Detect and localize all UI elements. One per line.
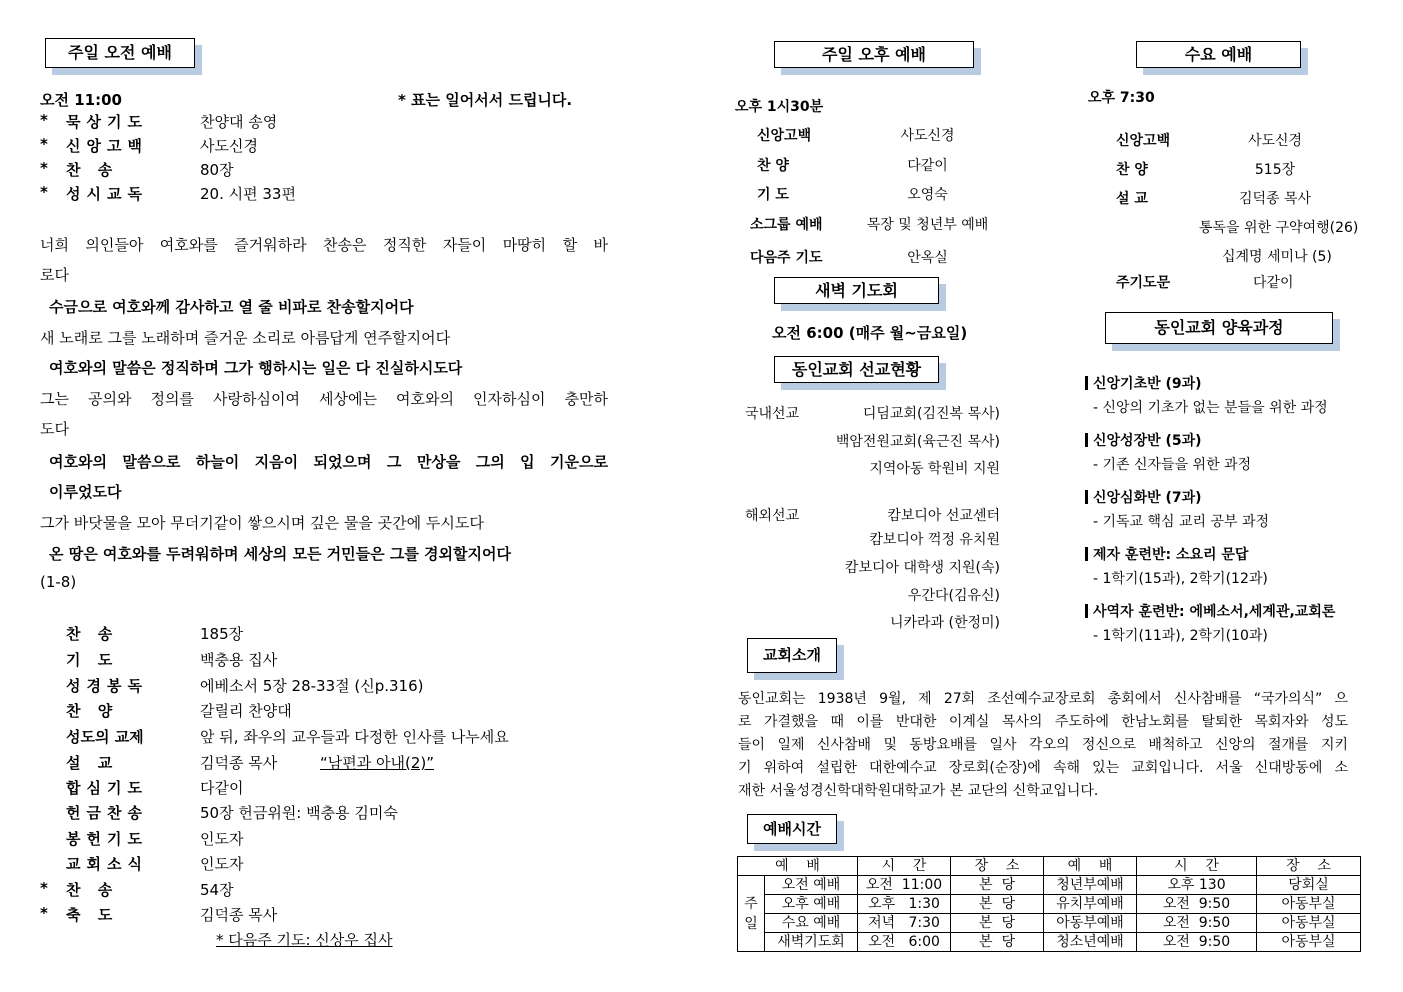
- order-label: 교회소식: [66, 855, 148, 873]
- overseas-mission-item: 캄보디아 꺽정 유치원: [869, 532, 1000, 548]
- order-mark: *: [40, 879, 48, 897]
- reading-line: 온 땅은 여호와를 두려워하며 세상의 모든 거민들은 그를 경외할지어다: [49, 545, 511, 563]
- training-title: 동인교회 양육과정: [1105, 312, 1333, 344]
- order-value: 백충용 집사: [200, 651, 278, 669]
- order-value: 인도자: [200, 830, 244, 848]
- schedule-header-cell: 시 간: [858, 857, 951, 876]
- schedule-row: [738, 914, 1361, 933]
- order-value: 인도자: [200, 855, 244, 873]
- reading-line: (1-8): [40, 573, 77, 591]
- reading-line: 너희 의인들아 여호와를 즐거워하라 찬송은 정직한 자들이 마땅히 할 바: [40, 236, 608, 254]
- schedule-cell: 당회실: [1257, 876, 1361, 895]
- schedule-cell: 오전 11:00: [858, 876, 951, 895]
- schedule-cell: 유치부예배: [1044, 895, 1137, 914]
- course-name: 신앙기초반 (9과): [1093, 376, 1202, 392]
- schedule-cell: 아동부예배: [1044, 914, 1137, 933]
- schedule-cell: 청소년예배: [1044, 933, 1137, 952]
- reading-line: 그는 공의와 정의를 사랑하심이여 세상에는 여호와의 인자하심이 충만하: [40, 390, 608, 408]
- morning-time: 오전 11:00: [40, 91, 122, 109]
- reading-line: 로다: [40, 266, 69, 284]
- course-desc: - 1학기(15과), 2학기(12과): [1093, 571, 1268, 587]
- afternoon-item-label: 기 도: [757, 187, 789, 203]
- order-mark: *: [40, 904, 48, 922]
- schedule-cell: 오전 9:50: [1137, 914, 1257, 933]
- dawn-prayer-time: 오전 6:00 (매주 월~금요일): [772, 324, 968, 342]
- course-bar-icon: [1085, 547, 1088, 561]
- order-mark: *: [40, 111, 48, 129]
- schedule-cell: 청년부예배: [1044, 876, 1137, 895]
- course-desc: - 기독교 핵심 교리 공부 과정: [1093, 514, 1270, 530]
- wednesday-service-title: 수요 예배: [1136, 41, 1301, 68]
- reading-line: 여호와의 말씀으로 하늘이 지음이 되었으며 그 만상을 그의 입 기운으로: [49, 453, 608, 471]
- wednesday-item-label: 신앙고백: [1116, 133, 1171, 149]
- schedule-row: [738, 876, 1361, 895]
- schedule-header-cell: 예 배: [1044, 857, 1137, 876]
- afternoon-item-value: 목장 및 청년부 예배: [866, 217, 989, 233]
- course-bar-icon: [1085, 433, 1088, 447]
- overseas-mission-label: 해외선교: [745, 508, 800, 524]
- order-value: 54장: [200, 881, 234, 899]
- afternoon-time: 오후 1시30분: [735, 99, 824, 115]
- schedule-cell: 오전 9:50: [1137, 895, 1257, 914]
- course-bar-icon: [1085, 376, 1088, 390]
- afternoon-item-label: 찬 양: [757, 158, 789, 174]
- domestic-mission-label: 국내선교: [745, 406, 800, 422]
- schedule-cell: 본 당: [951, 895, 1044, 914]
- schedule-row: [738, 895, 1361, 914]
- schedule-cell: 오전 9:50: [1137, 933, 1257, 952]
- schedule-header-row: [738, 857, 1361, 876]
- schedule-cell: 새벽기도회: [765, 933, 858, 952]
- schedule-cell: 수요 예배: [765, 914, 858, 933]
- wednesday-time: 오후 7:30: [1088, 90, 1155, 106]
- schedule-cell: 아동부실: [1257, 895, 1361, 914]
- reading-line: 도다: [40, 420, 69, 438]
- order-label: 축 도: [66, 906, 119, 924]
- order-label: 성시교독: [66, 185, 148, 203]
- course-bar-icon: [1085, 490, 1088, 504]
- schedule-cell: 아동부실: [1257, 933, 1361, 952]
- intro-line: 재한 서울성경신학대학원대학교가 본 교단의 신학교입니다.: [738, 783, 1099, 799]
- order-label: 찬 양: [66, 702, 119, 720]
- course-desc: - 신앙의 기초가 없는 분들을 위한 과정: [1093, 400, 1328, 416]
- afternoon-item-value: 오영숙: [907, 187, 948, 203]
- order-label: 찬 송: [66, 161, 119, 179]
- domestic-mission-item: 디딤교회(김진복 목사): [862, 406, 1000, 422]
- course-name: 사역자 훈련반: 에베소서,세계관,교회론: [1093, 604, 1336, 620]
- schedule-cell: 본 당: [951, 914, 1044, 933]
- course-name: 신앙성장반 (5과): [1093, 433, 1202, 449]
- course-name: 신앙심화반 (7과): [1093, 490, 1202, 506]
- overseas-mission-item: 캄보디아 대학생 지원(속): [844, 560, 1000, 576]
- schedule-cell: 본 당: [951, 876, 1044, 895]
- order-label: 설 교: [66, 754, 119, 772]
- order-label: 봉헌기도: [66, 830, 148, 848]
- domestic-mission-item: 지역아동 학원비 지원: [869, 461, 1000, 477]
- intro-line: 기 위하여 설립한 대한예수교 장로회(순장)에 속해 있는 교회입니다. 서울 신대방동에 소: [738, 760, 1348, 776]
- reading-line: 새 노래로 그를 노래하며 즐거운 소리로 아름답게 연주할지어다: [40, 329, 451, 347]
- order-label: 찬 송: [66, 881, 119, 899]
- order-value: 20. 시편 33편: [200, 185, 296, 203]
- intro-line: 동인교회는 1938년 9월, 제 27회 조선예수교장로회 총회에서 신사참배를 “국가의식” 으: [738, 691, 1348, 707]
- course-desc: - 1학기(11과), 2학기(10과): [1093, 628, 1268, 644]
- schedule-cell: 오전 예배: [765, 876, 858, 895]
- order-mark: *: [40, 135, 48, 153]
- afternoon-service-title: 주일 오후 예배: [774, 41, 974, 68]
- schedule-side-label: 주 일: [738, 876, 765, 952]
- order-value: 에베소서 5장 28-33절 (신p.316): [200, 677, 424, 695]
- wednesday-item-value: 김덕종 목사: [1238, 191, 1312, 207]
- schedule-cell: 저녁 7:30: [858, 914, 951, 933]
- domestic-mission-item: 백암전원교회(육근진 목사): [835, 434, 1000, 450]
- overseas-mission-item: 니카라과 (한정미): [889, 615, 1000, 631]
- wednesday-item-label: 찬 양: [1116, 162, 1148, 178]
- schedule-header-cell: 시 간: [1137, 857, 1257, 876]
- order-mark: *: [40, 159, 48, 177]
- order-value: 찬양대 송영: [200, 113, 278, 131]
- schedule-header-cell: 예 배: [738, 857, 858, 876]
- reading-line: 이루었도다: [49, 483, 122, 501]
- order-value: 80장: [200, 161, 234, 179]
- morning-service-title: 주일 오전 예배: [45, 38, 195, 68]
- afternoon-item-label: 소그룹 예배: [750, 217, 823, 233]
- intro-line: 로 가결했을 때 이를 반대한 이계실 목사의 주도하에 한남노회를 탈퇴한 목회자와 성도: [738, 714, 1348, 730]
- reading-line: 여호와의 말씀은 정직하며 그가 행하시는 일은 다 진실하시도다: [49, 359, 463, 377]
- afternoon-item-value: 안옥실: [907, 250, 948, 266]
- order-label: 성도의 교제: [66, 728, 144, 746]
- mission-title: 동인교회 선교현황: [774, 356, 939, 383]
- order-label: 합심기도: [66, 779, 148, 797]
- wednesday-item-value: 515장: [1254, 162, 1296, 178]
- order-label: 묵상기도: [66, 113, 148, 131]
- afternoon-item-label: 신앙고백: [757, 128, 812, 144]
- dawn-prayer-title: 새벽 기도회: [774, 277, 939, 304]
- order-value: 사도신경: [200, 137, 258, 155]
- order-value: 앞 뒤, 좌우의 교우들과 다정한 인사를 나누세요: [200, 728, 509, 746]
- sermon-title: “남편과 아내(2)”: [320, 754, 435, 772]
- order-label: 신앙고백: [66, 137, 148, 155]
- church-intro-title: 교회소개: [747, 638, 837, 673]
- order-label: 성경봉독: [66, 677, 148, 695]
- lords-prayer-label: 주기도문: [1116, 275, 1171, 291]
- course-bar-icon: [1085, 604, 1088, 618]
- wednesday-sub-1: 통독을 위한 구약여행(26): [1199, 220, 1359, 236]
- wednesday-sub-2: 십계명 세미나 (5): [1222, 249, 1332, 265]
- schedule-cell: 오후 예배: [765, 895, 858, 914]
- order-value: 갈릴리 찬양대: [200, 702, 292, 720]
- order-value: 김덕종 목사: [200, 906, 278, 924]
- schedule-header-cell: 장 소: [951, 857, 1044, 876]
- course-desc: - 기존 신자들을 위한 과정: [1093, 457, 1252, 473]
- next-week-prayer: * 다음주 기도: 신상우 집사: [216, 931, 393, 949]
- order-label: 찬 송: [66, 625, 119, 643]
- afternoon-item-label: 다음주 기도: [750, 250, 823, 266]
- order-label: 기 도: [66, 651, 119, 669]
- course-name: 제자 훈련반: 소요리 문답: [1093, 547, 1249, 563]
- overseas-mission-item: 캄보디아 선교센터: [887, 508, 1000, 524]
- schedule-cell: 오전 6:00: [858, 933, 951, 952]
- wednesday-item-value: 사도신경: [1247, 133, 1303, 149]
- order-value: 다같이: [200, 779, 244, 797]
- schedule-row: [738, 933, 1361, 952]
- order-value: 185장: [200, 625, 244, 643]
- afternoon-item-value: 사도신경: [900, 128, 955, 144]
- reading-line: 수금으로 여호와께 감사하고 열 줄 비파로 찬송할지어다: [49, 298, 414, 316]
- intro-line: 들이 일제 신사참배 및 동방요배를 일사 각오의 정신으로 배척하고 신앙의 절개를 지키: [738, 737, 1348, 753]
- schedule-cell: 본 당: [951, 933, 1044, 952]
- schedule-cell: 오후 130: [1137, 876, 1257, 895]
- reading-line: 그가 바닷물을 모아 무더기같이 쌓으시며 깊은 물을 곳간에 두시도다: [40, 514, 484, 532]
- order-value: 김덕종 목사: [200, 754, 278, 772]
- order-mark: *: [40, 183, 48, 201]
- schedule-header-cell: 장 소: [1257, 857, 1361, 876]
- lords-prayer-value: 다같이: [1253, 275, 1294, 291]
- afternoon-item-value: 다같이: [907, 158, 948, 174]
- standing-note: * 표는 일어서서 드립니다.: [398, 91, 573, 109]
- schedule-cell: 오후 1:30: [858, 895, 951, 914]
- overseas-mission-item: 우간다(김유신): [907, 588, 1000, 604]
- schedule-table: [737, 856, 1361, 952]
- order-label: 헌금찬송: [66, 804, 148, 822]
- schedule-cell: 아동부실: [1257, 914, 1361, 933]
- order-value: 50장 헌금위원: 백충용 김미숙: [200, 804, 398, 822]
- schedule-title: 예배시간: [747, 814, 837, 844]
- wednesday-item-label: 설 교: [1116, 191, 1148, 207]
